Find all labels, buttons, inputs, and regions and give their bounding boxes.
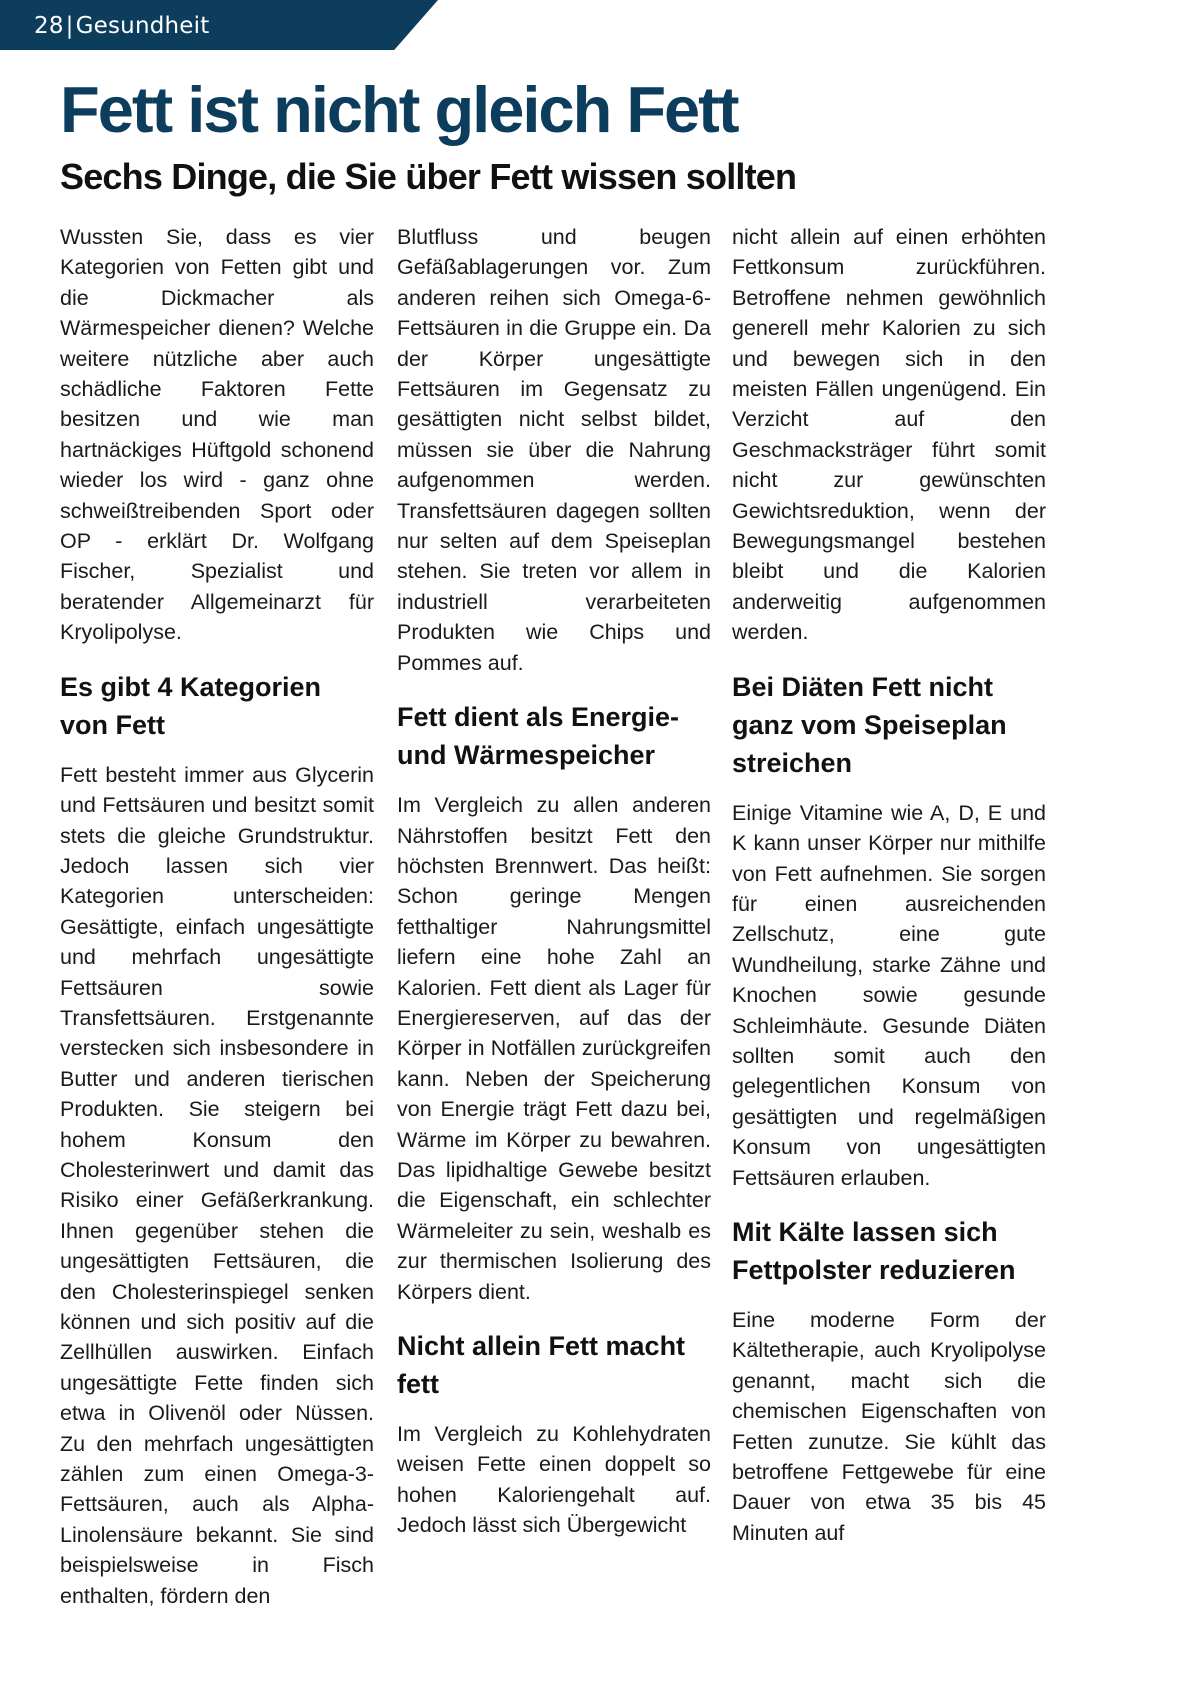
article-title: Fett ist nicht gleich Fett: [60, 73, 738, 146]
section-body-kategorien: Fett besteht immer aus Glycerin und Fettsäuren und besitzt somit stets die gleiche Grundstruktur. Jedoch lassen sich vier Kategorien unterscheiden: Gesättigte, einfach ungesättigte und mehrfach ungesättigte Fettsäuren sowie Transfettsäuren. Erstgenannte verstecken sich insbesondere in Butter und anderen tierischen Produkten. Sie steigern bei hohem Konsum den Cholesterinwert und damit das Risiko einer Gefäßerkrankung. Ihnen gegenüber stehen die ungesättigten Fettsäuren, die den Cholesterinspiegel senken können und sich positiv auf die Zellhüllen auswirken. Einfach ungesättigte Fette finden sich etwa in Olivenöl oder Nüssen. Zu den mehrfach ungesättigten zählen zum einen Omega-3-Fettsäuren, auch als Alpha-Linolensäure bekannt. Sie sind beispielsweise in Fisch enthalten, fördern den: [60, 762, 374, 1608]
text-column-1: [60, 222, 374, 1608]
section-name: Gesundheit: [75, 13, 210, 39]
text-column-3: [732, 222, 1046, 1545]
section-body-nicht-allein-cont: nicht allein auf einen erhöhten Fettkonsum zurückführen. Betroffene nehmen gewöhnlich generell mehr Kalorien zu sich und bewegen sich in den meisten Fällen ungenügend. Ein Verzicht auf den Geschmacksträger führt somit nicht zur gewünschten Gewichtsreduktion, wenn der Bewegungsmangel bestehen bleibt und die Kalorien anderweitig aufgenommen werden.: [732, 225, 1046, 645]
section-body-nicht-allein: Im Vergleich zu Kohlehydraten weisen Fette einen doppelt so hohen Kaloriengehalt auf. Jedoch lässt sich Übergewicht: [397, 1422, 711, 1538]
section-body-kaelte: Eine moderne Form der Kältetherapie, auch Kryolipolyse genannt, macht sich die chemischen Eigenschaften von Fetten zunutze. Sie kühlt das betroffene Fettgewebe für eine Dauer von etwa 35 bis 45 Minuten auf: [732, 1307, 1046, 1545]
section-heading-diaeten: Bei Diäten Fett nicht ganz vom Speiseplan streichen: [732, 671, 1007, 778]
section-heading-energiespeicher: Fett dient als Energie- und Wärmespeicher: [397, 702, 680, 771]
section-header: [34, 12, 209, 40]
section-body-diaeten: Einige Vitamine wie A, D, E und K kann unser Körper nur mithilfe von Fett aufnehmen. Sie sorgen für einen ausreichenden Zellschutz, eine gute Wundheilung, starke Zähne und Knochen sowie gesunde Schleimhäute. Gesunde Diäten sollten somit auch den gelegentlichen Konsum von gesättigten und regelmäßigen Konsum von ungesättigten Fettsäuren erlauben.: [732, 800, 1046, 1190]
page-number: 28: [34, 13, 64, 39]
section-body-energiespeicher: Im Vergleich zu allen anderen Nährstoffen besitzt Fett den höchsten Brennwert. Das heißt: Schon geringe Mengen fetthaltiger Nahrungsmittel liefern eine hohe Zahl an Kalorien. Fett dient als Lager für Energiereserven, auf das der Körper in Notfällen zurückgreifen kann. Neben der Speicherung von Energie trägt Fett dazu bei, Wärme im Körper zu bewahren. Das lipidhaltige Gewebe besitzt die Eigenschaft, ein schlechter Wärmeleiter zu sein, weshalb es zur thermischen Isolierung des Körpers dient.: [397, 793, 711, 1304]
text-column-2: [397, 222, 711, 1538]
section-body-kategorien-cont: Blutfluss und beugen Gefäßablagerungen vor. Zum anderen reihen sich Omega-6-Fettsäuren in die Gruppe ein. Da der Körper ungesättigte Fettsäuren im Gegensatz zu gesättigten nicht selbst bildet, müssen sie über die Nahrung aufgenommen werden. Transfettsäuren dagegen sollten nur selten auf dem Speiseplan stehen. Sie treten vor allem in industriell verarbeiteten Produkten wie Chips und Pommes auf.: [397, 225, 711, 675]
intro-paragraph: Wussten Sie, dass es vier Kategorien von Fetten gibt und die Dickmacher als Wärmespeicher dienen? Welche weitere nützliche aber auch schädliche Faktoren Fette besitzen und wie man hartnäckiges Hüftgold schonend wieder los wird - ganz ohne schweißtreibenden Sport oder OP - erklärt Dr. Wolfgang Fischer, Spezialist und beratender Allgemeinarzt für Kryolipolyse.: [60, 225, 374, 645]
section-heading-kategorien: Es gibt 4 Kategorien von Fett: [60, 671, 322, 740]
section-heading-nicht-allein: Nicht allein Fett macht fett: [397, 1331, 686, 1399]
section-heading-kaelte: Mit Kälte lassen sich Fettpolster reduzieren: [732, 1216, 1016, 1285]
article-subtitle: Sechs Dinge, die Sie über Fett wissen sollten: [60, 156, 797, 197]
header-separator: |: [65, 13, 74, 39]
